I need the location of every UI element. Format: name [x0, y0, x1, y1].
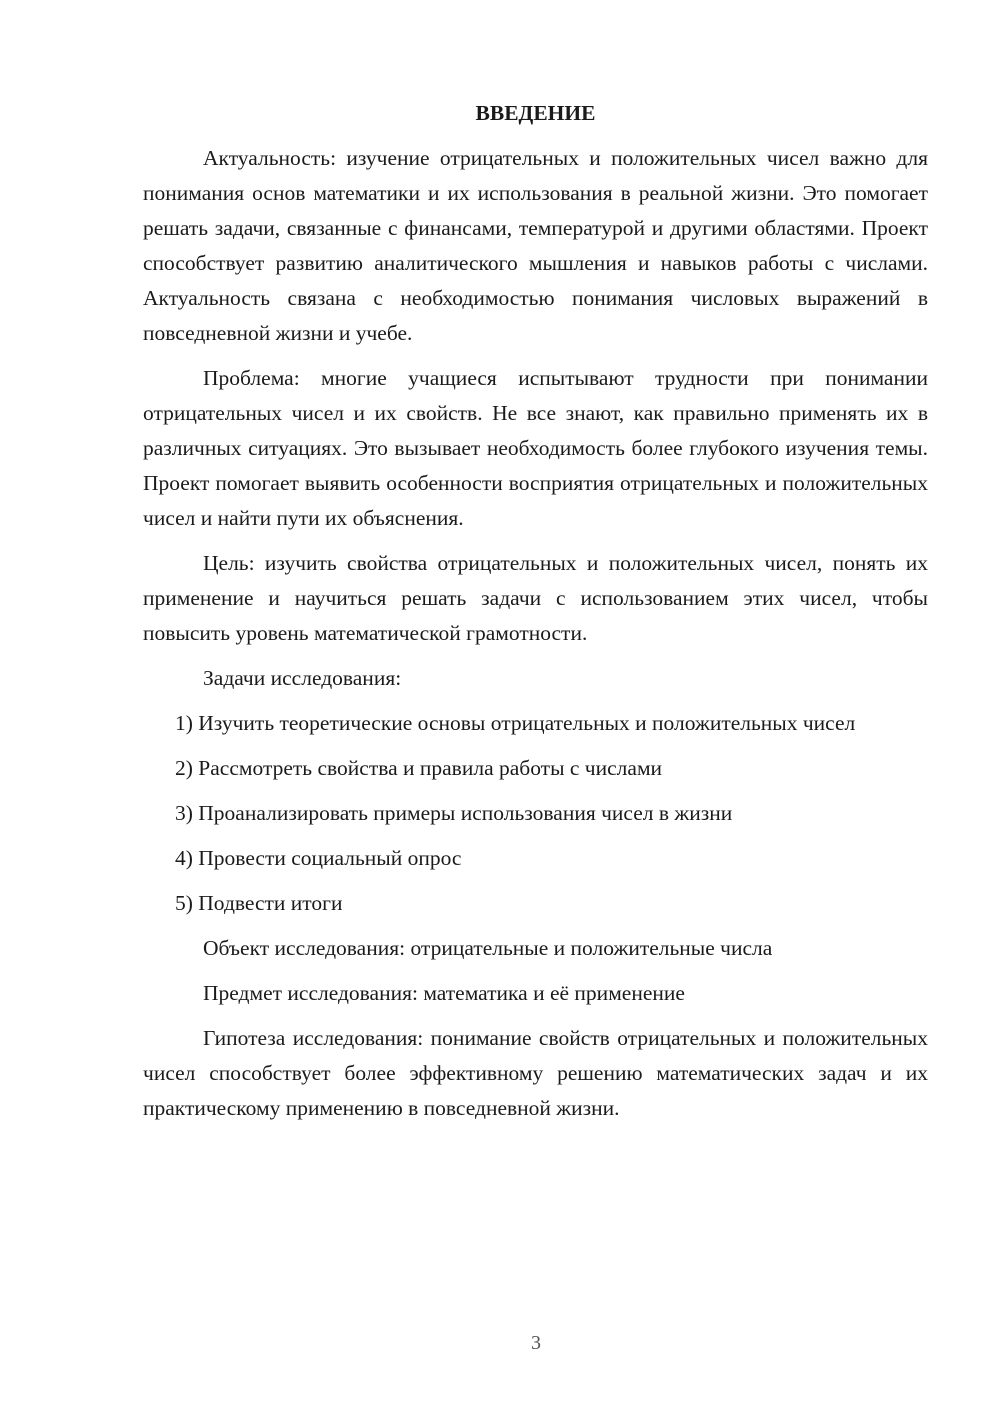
list-item: 1) Изучить теоретические основы отрицательных и положительных чисел — [175, 711, 856, 735]
list-item: 4) Провести социальный опрос — [175, 846, 462, 870]
hypothesis-paragraph: Гипотеза исследования: понимание свойств отрицательных и положительных чисел способствует более эффективному решению математических задач и их практическому применению в повседневной жизни. — [143, 1026, 928, 1120]
page-title: ВВЕДЕНИЕ — [475, 101, 596, 125]
list-item: 2) Рассмотреть свойства и правила работы с числами — [175, 756, 663, 780]
goal-paragraph: Цель: изучить свойства отрицательных и положительных чисел, понять их применение и научиться решать задачи с использованием этих чисел, чтобы повысить уровень математической грамотности. — [143, 551, 928, 645]
subject-line: Предмет исследования: математика и её применение — [203, 981, 685, 1005]
page-number: 3 — [531, 1332, 541, 1354]
list-item: 5) Подвести итоги — [175, 891, 343, 915]
actuality-paragraph: Актуальность: изучение отрицательных и положительных чисел важно для понимания основ математики и их использования в реальной жизни. Это помогает решать задачи, связанные с финансами, температурой и другими областями. Проект способствует развитию аналитического мышления и навыков работы с числами. Актуальность связана с необходимостью понимания числовых выражений в повседневной жизни и учебе. — [143, 146, 928, 345]
problem-paragraph: Проблема: многие учащиеся испытывают трудности при понимании отрицательных чисел и их свойств. Не все знают, как правильно применять их в различных ситуациях. Это вызывает необходимость более глубокого изучения темы. Проект помогает выявить особенности восприятия отрицательных и положительных чисел и найти пути их объяснения. — [143, 366, 928, 530]
tasks-heading: Задачи исследования: — [203, 666, 402, 690]
list-item: 3) Проанализировать примеры использования чисел в жизни — [175, 801, 733, 825]
tasks-list — [143, 706, 928, 921]
object-line: Объект исследования: отрицательные и положительные числа — [203, 936, 773, 960]
document-page — [143, 96, 928, 1136]
